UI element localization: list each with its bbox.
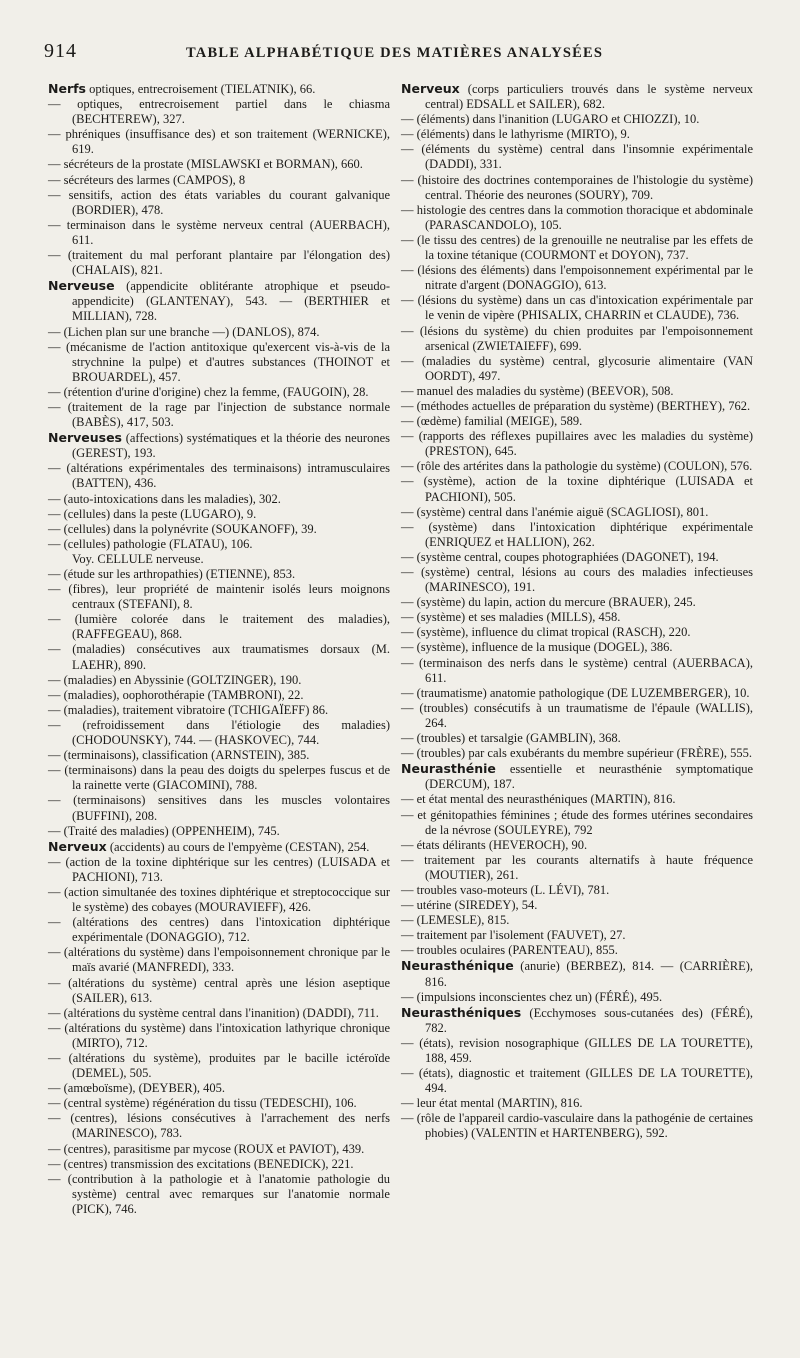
index-entry	[401, 203, 753, 233]
entry-headword: Nerveux	[401, 81, 460, 96]
index-entry	[48, 748, 390, 763]
index-entry	[48, 81, 390, 97]
entry-text: — (rapports des réflexes pupillaires avec les maladies du système) (PRESTON), 645.	[401, 429, 753, 459]
index-entry	[401, 625, 753, 640]
entry-text: — (auto-intoxications dans les maladies), 302.	[48, 491, 281, 506]
index-entry	[48, 400, 390, 430]
entry-text: — (système), influence de la musique (DOGEL), 386.	[401, 640, 673, 655]
index-entry	[401, 686, 753, 701]
left-column	[48, 81, 390, 1217]
index-entry	[48, 1096, 390, 1111]
entry-text: — (LEMESLE), 815.	[401, 913, 510, 928]
entry-text: — (altérations expérimentales des terminaisons) intramusculaires (BATTEN), 436.	[48, 461, 390, 491]
entry-text: — leur état mental (MARTIN), 816.	[401, 1096, 583, 1111]
index-entry	[48, 173, 390, 188]
entry-text: — (éléments du système) central dans l'insomnie expérimentale (DADDI), 331.	[401, 142, 753, 172]
index-entry	[401, 656, 753, 686]
index-entry	[401, 595, 753, 610]
entry-text: — et état mental des neurasthéniques (MARTIN), 816.	[401, 792, 676, 807]
page-header	[0, 40, 800, 76]
entry-headword: Nerveuse	[48, 278, 115, 294]
index-entry	[48, 157, 390, 172]
entry-text: — (rôle des artérites dans la pathologie du système) (COULON), 576.	[401, 459, 753, 474]
entry-text: — (amœboïsme), (DEYBER), 405.	[48, 1081, 226, 1096]
entry-text: — terminaison dans le système nerveux central (AUERBACH), 611.	[48, 217, 390, 247]
index-entry	[48, 278, 390, 324]
index-entry	[48, 567, 390, 582]
entry-text: — (système) central, lésions au cours des maladies infectieuses (MARINESCO), 191.	[401, 565, 753, 595]
entry-text: — troubles vaso-moteurs (L. LÉVI), 781.	[401, 882, 610, 897]
index-entry	[401, 1036, 753, 1066]
entry-text: — (lésions du système) du chien produites par l'empoisonnement arsenical (ZWIETAIEFF), 699.	[401, 323, 753, 353]
entry-text: — (contribution à la pathologie et à l'anatomie pathologie du système) central avec remarques sur l'anatomie normale (PICK), 746.	[48, 1171, 390, 1216]
index-entry	[401, 853, 753, 883]
entry-headword: Neurasthéniques	[401, 1004, 522, 1020]
index-entry	[48, 97, 390, 127]
entry-text: — optiques, entrecroisement partiel dans le chiasma (BECHTEREW), 327.	[48, 97, 390, 127]
index-entry	[48, 1172, 390, 1217]
entry-text: — (altérations du système) central après une lésion aseptique (SAILER), 613.	[48, 975, 390, 1005]
entry-text: — (altérations du système) dans l'empoisonnement chronique par le maïs avarié (MANFREDI), 333.	[48, 945, 390, 975]
index-entry	[401, 958, 753, 989]
entry-text: — sécréteurs de la prostate (MISLAWSKI et BORMAN), 660.	[48, 157, 363, 172]
index-entry	[401, 761, 753, 792]
entry-text: essentielle et neurasthénie symptomatique (DERCUM), 187.	[425, 762, 753, 792]
index-entry	[48, 325, 390, 340]
entry-text: — (système central, coupes photographiées (DAGONET), 194.	[401, 549, 719, 564]
entry-text: — (maladies), oophorothérapie (TAMBRONI), 22.	[48, 687, 304, 702]
index-entry	[401, 324, 753, 354]
entry-text: (Ecchymoses sous-cutanées des) (FÉRÉ), 782.	[425, 1005, 753, 1035]
entry-text: — (rétention d'urine d'origine) chez la femme, (FAUGOIN), 28.	[48, 384, 369, 399]
entry-text: — (éléments) dans l'inanition (LUGARO et CHIOZZI), 10.	[401, 112, 700, 127]
entry-text: — (centres) transmission des excitations (BENEDICK), 221.	[48, 1156, 354, 1171]
entry-text: — (système) et ses maladies (MILLS), 458.	[401, 610, 621, 625]
index-entry	[48, 915, 390, 945]
entry-text: — (altérations des centres) dans l'intoxication diphtérique expérimentale (DONAGGIO), 712.	[48, 915, 390, 945]
entry-text: — (système), influence du climat tropical (RASCH), 220.	[401, 625, 691, 640]
entry-text: — (terminaisons) sensitives dans les muscles volontaires (BUFFINI), 208.	[48, 793, 390, 823]
entry-text: (anurie) (BERBEZ), 814. — (CARRIÈRE), 816.	[425, 959, 753, 989]
entry-text: — (Lichen plan sur une branche —) (DANLOS), 874.	[48, 324, 320, 339]
index-entry	[401, 459, 753, 474]
entry-text: — (œdème) familial (MEIGE), 589.	[401, 414, 583, 429]
index-entry	[401, 112, 753, 127]
index-entry	[48, 127, 390, 157]
entry-text: — (altérations du système) dans l'intoxication lathyrique chronique (MIRTO), 712.	[48, 1020, 390, 1050]
index-entry	[48, 885, 390, 915]
entry-text: — (terminaisons) dans la peau des doigts du spelerpes fuscus et de la rainette verte (GIACOMINI), 788.	[48, 763, 390, 793]
index-entry	[401, 173, 753, 203]
entry-text: — traitement par l'isolement (FAUVET), 27.	[401, 928, 626, 943]
entry-headword: Nerfs	[48, 81, 86, 96]
entry-text: — (rôle de l'appareil cardio-vasculaire dans la pathogénie de certaines phobies) (VALENTIN et HARTENBERG), 592.	[401, 1111, 753, 1141]
index-entry	[401, 1005, 753, 1036]
entry-text: — sécréteurs des larmes (CAMPOS), 8	[48, 172, 246, 187]
index-entry	[401, 943, 753, 958]
entry-text: — (système), action de la toxine diphtérique (LUISADA et PACHIONI), 505.	[401, 474, 753, 504]
index-entry	[401, 883, 753, 898]
entry-text: — (terminaison des nerfs dans le système) central (AUERBACA), 611.	[401, 655, 753, 685]
entry-text: — (Traité des maladies) (OPPENHEIM), 745.	[48, 823, 280, 838]
index-entry	[48, 793, 390, 823]
index-entry	[401, 414, 753, 429]
index-entry	[401, 928, 753, 943]
index-entry	[401, 913, 753, 928]
entry-headword: Neurasthénique	[401, 958, 514, 974]
entry-text: — (étude sur les arthropathies) (ETIENNE), 853.	[48, 567, 296, 581]
index-entry	[401, 384, 753, 399]
index-entry	[401, 127, 753, 142]
entry-text: — (cellules) pathologie (FLATAU), 106.	[48, 536, 253, 551]
index-entry	[401, 520, 753, 550]
entry-text: — (fibres), leur propriété de maintenir isolés leurs moignons centraux (STEFANI), 8.	[48, 582, 390, 612]
index-entry	[48, 507, 390, 522]
index-entry	[48, 718, 390, 748]
index-entry	[48, 1006, 390, 1021]
entry-text: — (traitement de la rage par l'injection de substance normale (BABÈS), 417, 503.	[48, 399, 390, 430]
entry-text: — (terminaisons), classification (ARNSTEIN), 385.	[48, 748, 310, 763]
index-entry	[48, 522, 390, 537]
entry-text: — phréniques (insuffisance des) et son traitement (WERNICKE), 619.	[48, 127, 390, 157]
index-entry	[401, 81, 753, 112]
index-entry	[401, 550, 753, 565]
index-entry	[401, 1096, 753, 1111]
entry-text: — (système) du lapin, action du mercure (BRAUER), 245.	[401, 595, 696, 610]
index-entry	[401, 898, 753, 913]
entry-text: — (altérations du système central dans l'inanition) (DADDI), 711.	[48, 1005, 379, 1020]
entry-text: — (troubles) et tarsalgie (GAMBLIN), 368.	[401, 731, 621, 746]
entry-text: — utérine (SIREDEY), 54.	[401, 898, 538, 913]
index-entry	[401, 808, 753, 838]
index-entry	[48, 1157, 390, 1172]
index-entry	[401, 142, 753, 172]
index-entry	[401, 1111, 753, 1141]
entry-text: — (impulsions inconscientes chez un) (FÉRÉ), 495.	[401, 989, 663, 1004]
right-column	[401, 81, 753, 1142]
entry-text: — (système) central dans l'anémie aiguë (SCAGLIOSI), 801.	[401, 504, 709, 519]
index-entry	[48, 430, 390, 461]
entry-text: — (histoire des doctrines contemporaines de l'histologie du système) central. Théorie des neurones (SOURY), 709.	[401, 172, 753, 202]
index-entry	[48, 1081, 390, 1096]
index-entry	[48, 1142, 390, 1157]
index-entry	[48, 340, 390, 385]
index-entry	[48, 642, 390, 672]
index-entry	[401, 474, 753, 504]
entry-text: — (refroidissement dans l'étiologie des maladies) (CHODOUNSKY), 744. — (HASKOVEC), 744.	[48, 717, 390, 748]
index-entry	[401, 399, 753, 414]
entry-text: — (maladies), traitement vibratoire (TCHIGAÏEFF) 86.	[48, 702, 329, 717]
index-entry	[401, 610, 753, 625]
entry-headword: Nerveux	[48, 838, 107, 854]
index-entry	[48, 1051, 390, 1081]
entry-text: — (centres), lésions consécutives à l'arrachement des nerfs (MARINESCO), 783.	[48, 1111, 390, 1141]
index-entry	[48, 976, 390, 1006]
entry-text: — (méthodes actuelles de préparation du système) (BERTHEY), 762.	[401, 398, 751, 413]
index-entry	[401, 731, 753, 746]
entry-text: — (états), revision nosographique (GILLES DE LA TOURETTE), 188, 459.	[401, 1035, 753, 1065]
entry-text: — (mécanisme de l'action antitoxique qu'exercent vis-à-vis de la strychnine la pulpe) et d'autres substances (THOINOT et BROUARDEL), 457.	[48, 339, 390, 384]
entry-text: — (traumatisme) anatomie pathologique (DE LUZEMBERGER), 10.	[401, 685, 750, 700]
entry-text: — (cellules) dans la polynévrite (SOUKANOFF), 39.	[48, 521, 317, 536]
entry-headword: Neurasthénie	[401, 761, 496, 777]
index-entry	[48, 855, 390, 885]
entry-text: — (cellules) dans la peste (LUGARO), 9.	[48, 506, 257, 521]
index-entry	[48, 492, 390, 507]
entry-text: — (lésions du système) dans un cas d'intoxication expérimentale par le venin de vipère (PHISALIX, CHARRIN et CLAUDE), 736.	[401, 293, 753, 323]
index-entry	[401, 429, 753, 459]
entry-text: — (central système) régénération du tissu (TEDESCHI), 106.	[48, 1096, 357, 1111]
entry-text: — traitement par les courants alternatifs à haute fréquence (MOUTIER), 261.	[401, 852, 753, 882]
index-entry	[48, 839, 390, 855]
entry-text: — et génitopathies féminines ; étude des formes utérines secondaires de la névrose (SOULEYRE), 792	[401, 807, 753, 837]
index-entry	[48, 824, 390, 839]
entry-text: — (éléments) dans le lathyrisme (MIRTO), 9.	[401, 127, 630, 142]
index-entry	[48, 188, 390, 218]
entry-text: — (centres), parasitisme par mycose (ROUX et PAVIOT), 439.	[48, 1141, 365, 1156]
entry-text: (corps particuliers trouvés dans le système nerveux central) EDSALL et SAILER), 682.	[425, 82, 753, 112]
entry-text: — (troubles) par cals exubérants du membre supérieur (FRÈRE), 555.	[401, 746, 752, 761]
index-entry	[48, 945, 390, 975]
index-entry	[401, 746, 753, 761]
index-entry	[48, 385, 390, 400]
index-entry	[48, 461, 390, 491]
index-entry	[48, 1111, 390, 1141]
entry-text: — (maladies du système) central, glycosurie alimentaire (VAN OORDT), 497.	[401, 353, 753, 383]
index-entry	[401, 233, 753, 263]
entry-text: (appendicite oblitérante atrophique et pseudo-appendicite) (GLANTENAY), 543. — (BERTHIER et MILLIAN), 728.	[72, 279, 390, 324]
index-entry	[401, 838, 753, 853]
index-entry	[401, 293, 753, 323]
running-title: TABLE ALPHABÉTIQUE DES MATIÈRES ANALYSÉES	[186, 45, 604, 61]
entry-text: — (système) dans l'intoxication diphtérique expérimentale (ENRIQUEZ et HALLION), 262.	[401, 519, 753, 549]
index-entry	[401, 701, 753, 731]
index-entry	[401, 354, 753, 384]
index-entry	[48, 688, 390, 703]
entry-text: — (altérations du système), produites par le bacille ictéroïde (DEMEL), 505.	[48, 1051, 390, 1081]
entry-text: — (troubles) consécutifs à un traumatisme de l'épaule (WALLIS), 264.	[401, 700, 753, 730]
entry-text: — (lésions des éléments) dans l'empoisonnement expérimental par le nitrate d'argent (DONAGGIO), 613.	[401, 263, 753, 293]
entry-text: — (action de la toxine diphtérique sur les centres) (LUISADA et PACHIONI), 713.	[48, 854, 390, 884]
entry-text: — (lumière colorée dans le traitement des maladies), (RAFFEGEAU), 868.	[48, 612, 390, 642]
index-entry	[401, 792, 753, 807]
index-entry	[48, 612, 390, 642]
entry-text: — (traitement du mal perforant plantaire par l'élongation des) (CHALAIS), 821.	[48, 248, 390, 278]
entry-text: — sensitifs, action des états variables du courant galvanique (BORDIER), 478.	[48, 187, 390, 217]
entry-text: (affections) systématiques et la théorie des neurones (GEREST), 193.	[72, 431, 390, 461]
index-entry	[48, 673, 390, 688]
index-entry	[401, 640, 753, 655]
index-entry	[48, 537, 390, 552]
index-entry	[401, 263, 753, 293]
index-entry	[48, 248, 390, 278]
index-entry	[401, 990, 753, 1005]
entry-text: — (action simultanée des toxines diphtérique et streptococcique sur le système) des cobayes (MOURAVIEFF), 426.	[48, 884, 390, 915]
index-entry	[48, 763, 390, 793]
entry-text: — troubles oculaires (PARENTEAU), 855.	[401, 943, 618, 958]
index-entry	[401, 1066, 753, 1096]
index-entry	[48, 703, 390, 718]
entry-text: — histologie des centres dans la commotion thoracique et abdominale (PARASCANDOLO), 105.	[401, 202, 753, 232]
entry-text: — états délirants (HEVEROCH), 90.	[401, 837, 588, 852]
index-entry	[401, 505, 753, 520]
index-entry	[48, 218, 390, 248]
index-entry	[48, 1021, 390, 1051]
entry-text: — (états), diagnostic et traitement (GILLES DE LA TOURETTE), 494.	[401, 1066, 753, 1096]
entry-text: — manuel des maladies du système) (BEEVOR), 508.	[401, 383, 674, 398]
index-entry	[401, 565, 753, 595]
entry-text: Voy. CELLULE nerveuse.	[72, 551, 204, 566]
index-entry	[48, 582, 390, 612]
entry-text: — (maladies) consécutives aux traumatismes dorsaux (M. LAEHR), 890.	[48, 642, 390, 672]
entry-text: (accidents) au cours de l'empyème (CESTAN), 254.	[106, 839, 370, 854]
entry-text: — (maladies) en Abyssinie (GOLTZINGER), 190.	[48, 672, 302, 687]
index-entry	[48, 552, 390, 567]
entry-text: optiques, entrecroisement (TIELATNIK), 66.	[85, 82, 316, 96]
entry-text: — (le tissu des centres) de la grenouille ne neutralise par les effets de la toxine tétanique (COURMONT et DOYON), 737.	[401, 232, 753, 263]
entry-headword: Nerveuses	[48, 430, 122, 446]
page-number: 914	[44, 40, 77, 62]
